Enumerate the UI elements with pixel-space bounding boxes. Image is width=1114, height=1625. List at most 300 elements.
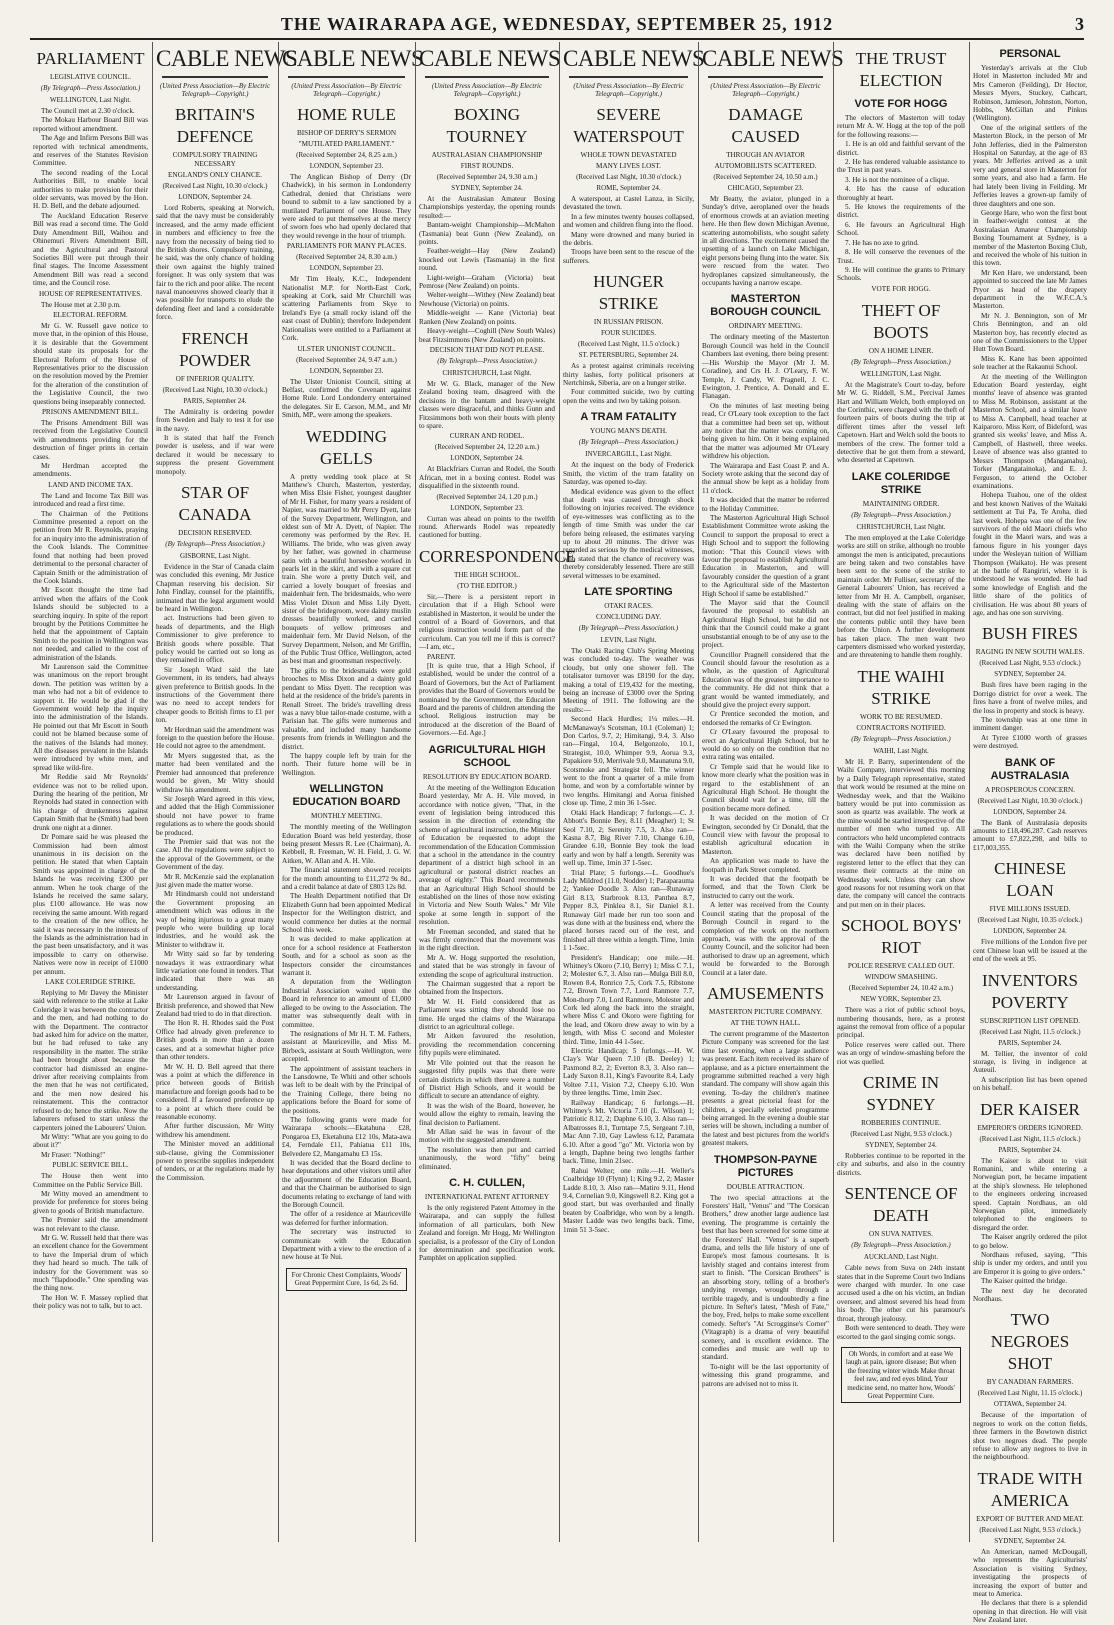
column-rule (969, 42, 970, 1542)
paragraph: Mr Aitken favoured the resolution, providing the recommendation concerning fifty pupils were eliminated. (419, 1032, 555, 1058)
paragraph: A subscription list has been opened on his behalf. (973, 1075, 1087, 1093)
dateline: CHRISTCHURCH, Last Night. (856, 522, 946, 531)
paragraph: Sir,—There is a persistent report in circulation that if a High School were established in Masterton, it would be under the control of a Board of Governors, and that religious instruction would form part of the curriculum. Can you tell me if this is correct?—I am, etc., (419, 592, 555, 652)
column-rule (698, 42, 699, 1542)
dateline: (Received Last Night, 10.30 o'clock.) (576, 173, 681, 181)
dateline: INVERCARGILL, Last Night. (585, 450, 672, 459)
subheading: CURRAN AND RODEL. (449, 432, 525, 441)
paragraph: There was a riot of public school boys, numbering thousands, here, as a protest against the removal from office of a popular principal. (837, 1006, 965, 1040)
paragraph: Mr W. H. Field considered that as Parliament was sitting they should lose no time. He urged the claims of the Wairarapa district to an agricultural college. (419, 997, 555, 1032)
dateline: GISBORNE, Last Night. (180, 551, 250, 560)
paragraph: Mr Hindmarsh could not understand the Government proposing an amendment which was odious in the way of being injurious to a great many people who were building up local industries, and he would ask the Minister to withdraw it. (156, 890, 274, 949)
paragraph: Lord Roberts, speaking at Norwich, said that the navy must be considerably increased, and the army made efficient in numbers and efficiency to free the navy from the necessity of being tied to the British shores. Compulsory training, he said, was the only chance of holding their own against the highly trained foreigner. It was only system that was fair to the rich and poor alike. The recent naval manoeuvres showed clearly that it was possible for transports to elude the defending fleet and land a considerable force. (156, 204, 274, 322)
paragraph: 8. He will conserve the revenues of the Trust. (837, 248, 965, 265)
article-body (419, 195, 555, 344)
paragraph: It was decided that the footpath be formed, and that the Town Clerk be instructed to carry out the work. (702, 875, 829, 900)
subheading: (TO THE EDITOR.) (457, 581, 517, 590)
article-body (156, 563, 274, 1182)
subheading: AT THE TOWN HALL. (730, 1018, 801, 1027)
paragraph: At the inquest on the body of Frederick Smith, the victim of the tram fatality on Saturday, was opened to-day. (563, 461, 694, 487)
paragraph: Light-weight—Graham (Victoria) beat Pemrose (New Zealand) on points. (419, 273, 555, 291)
paragraph: 5. He knows the requirements of the district. (837, 203, 965, 220)
dateline: (Received Last Night, 10.30 o'clock.) (162, 182, 268, 190)
divider (162, 76, 268, 78)
paragraph: The Auckland Education Reserve Bill was read a second time. The Gold Duty Amendment Bill, Waihou and Ohinemuri Rivers Amendment Bill, and the Agricultural and Pastoral Societies Bill were put through their final stages. The Income Assessment Amendment Bill was read a second time, and the Council rose. (33, 211, 148, 288)
paragraph: The Minister moved an additional sub-clause, giving the Commissioner power to prescribe supplies independent of tenders, or at the regulations made by the Commission. (156, 1140, 274, 1182)
dateline: (Received Last Night, 11.15 o'clock.) (977, 1389, 1083, 1398)
column-5 (560, 42, 705, 1544)
article-body (973, 1411, 1087, 1461)
dateline: WAIHI, Last Night. (873, 746, 929, 755)
paragraph: Mr Myers suggested that, as the matter had been ventilated and the Premier had announced that preference would be given, Mr Witty should withdraw his amendment. (156, 751, 274, 794)
article-body (837, 1152, 965, 1177)
paragraph: Yesterday's arrivals at the Club Hotel in Masterton included Mr and Mrs Cameron (Feilding), Dr Hector, Messrs Myers, Stuckey, Cathcart, Robinson, Jamieson, Johnston, Norton, Hobbs, McGillan and Pinkus (Wellington). (973, 64, 1087, 123)
paragraph: Electric Handicap; 5 furlongs.—H. W. Clay's War Queen 7.10 (B. Deeley) 1; Paxmond 8.2, 2; Everton 8.3, 3. Also ran—Lady Saxon 8.11, King's Favourite 8.4, Lady Voltee 7.11, Vision 7.2, Cheepy 6.10. Won by three lengths. Time, 1min 2sec. (563, 1047, 694, 1098)
article-headline: DER KAISER (980, 1099, 1080, 1119)
paragraph: The Council met at 2.30 o'clock. (41, 107, 135, 115)
article-body (33, 1172, 148, 1311)
subheading: RAGING IN NEW SOUTH WALES. (975, 648, 1085, 657)
column-6 (699, 42, 844, 1544)
paragraph: Mr Laurenson said the Committee was unanimous on the report brought down. The petition was written by a man who had not a bit of evidence to support it. He would be glad if the Government would help the inquiry into the administration of the Islands. He pointed out that Mr Escott in South could not be blamed because some of the natives of the Islands had money. All the diseases prevalent in the Islands were introduced by white men, and spread like wild-fire. (33, 662, 148, 772)
subheading: WORK TO BE RESUMED. (860, 712, 942, 721)
column-3 (279, 42, 424, 1544)
article-headline: TWO NEGROES SHOT (990, 1310, 1070, 1374)
paragraph: The Hon W. F. Massey replied that their policy was not to talk, but to act. (33, 1293, 148, 1311)
press-credit: (United Press Association—By Electric Telegraph—Copyright.) (710, 82, 821, 98)
article-body (563, 195, 694, 265)
paragraph: A waterspout, at Castel Lanza, in Sicily, devastated the town. (563, 195, 694, 212)
subheading: MANY LIVES LOST. (596, 162, 661, 170)
paragraph: Mr Reddie said Mr Reynolds' evidence was not to be relied upon. During the hearing of the petition, Mr Reynolds had stated in connection with his charge of drunkenness against Captain Smith that he (Smith) had been drunk one night at a dinner. (33, 773, 148, 832)
paragraph: President's Handicap; one mile.—H. Whitney's Okoro (7.10, Berry) 1; Miss C 7.1, 2; Molester 6.7, 3. Also ran—Mulga Bill 8.0, Rowen 8.4, Ronrico 7.5, Cork 7.5, Ribstone 7.2, Brown Town 7.7, Lord Ranmore 7.7, Mon-thorp 7.0, Lord Ranmore, Molester and Cork led along the back into the straight, where Miss C and Okoro were fighting for the lead, and Okoro drew away to win by a length, with Miss C second and Molester third. Time, 1min 44 1-5sec. (563, 953, 694, 1046)
paragraph: Five millions of the London five per cent Chinese loan will be issued at the end of the week at 95. (973, 938, 1087, 964)
dateline: LONDON, September 23. (309, 162, 384, 170)
dateline: (Received Last Night, 11.5 o'clock.) (979, 1027, 1081, 1036)
article-body (837, 1264, 965, 1341)
subheading: PRISONS AMENDMENT BILL. (41, 408, 140, 416)
dateline: SYDNEY, September 24. (994, 1536, 1066, 1545)
paragraph: Mr Fraser: "Nothing!" (41, 1150, 106, 1159)
article-body (33, 301, 148, 309)
dateline: (Received September 24, 8.25 a.m.) (296, 151, 397, 159)
article-body (282, 378, 411, 420)
paragraph: It was decided that the Board decline to hear deputations and other visitors until after the adjournment of the Education Board, and that the Chairman be authorised to sign documents relating to exchange of land with the Borough Council. (282, 1159, 411, 1210)
dateline: (Received September 24, 9.47 a.m.) (296, 355, 397, 364)
divider (708, 76, 823, 78)
dateline: CHICAGO, September 23. (727, 184, 804, 192)
paragraph: Replying to Mr Davey the Minister said with reference to the strike at Lake Coleridge it was between the contractor and the men, and had nothing to do with the Department. The contractor had asked him for advice on the matter, but he had refused to take any responsibility in the matter. The strike had been brought about because the contractor had dismissed an engine-driver after receiving complaints from the men that he was not certificated, and the men now desired his reinstatement. This the contractor refused to do; hence the strike. Now the labourers refused to start unless the carpenters joined the Labourers' Union. (33, 989, 148, 1132)
paragraph: The two special attractions at the Foresters' Hall, "Venus" and "The Corsican Brothers," drew another large audience last evening. The programme is certainly the best that has been screened for some time at the Foresters' Hall. "Venus" is a superb drama, and tells the life history of one of Europe's most famous courtesans. It is lavishly staged and contains interest from start to finish. "The Corsican Brothers" is an absorbing story, telling of a brother's undying revenge, wrought through a terrible tragedy, and is undoubtedly a fine picture. In Sefter's latest, "Mesh of Fate," the boy, Fred, helps to make some excellent comedy. Sefter's "At Scrogginse's Corner" (Vitagraph) is a drama of very beautiful scenery, and is excellent evidence. The comedies and music are well up to standard. (702, 1193, 829, 1362)
dateline: PARIS, September 24. (998, 1038, 1062, 1047)
article-headline: THE TRUST ELECTION (855, 49, 947, 90)
article-body (33, 419, 148, 479)
subheading: MONTHLY MEETING. (311, 812, 382, 821)
article-body (33, 989, 148, 1159)
paragraph: PARENT. (427, 652, 456, 661)
paragraph: Mr Witty said so far by tendering nowadays it was extraordinary what little variation one found in tenders. That indicated that there was an understanding. (156, 950, 274, 992)
subheading: OTAKI RACES. (604, 601, 653, 610)
masthead-rule (30, 38, 1084, 40)
dateline: WELLINGTON, Last Night. (49, 96, 132, 104)
column-rule (559, 42, 560, 1542)
paragraph: Second Hack Hurdles; 1¼ miles.—H. McManaway's Scotsman, 10.1 (Coleman) 1; Don Carlos, 9.7, 2; Himitangi, 9.4, 3. Also ran—Fingal, 10.4, Belgonzolo, 10.1, Strategist, 10.0, Whimper 9.9, Aorua 9.3, Papakiore 9.0, Merrivale 9.0, Maunatuna 9.0, Scotsmoke and Strategist fell. The winner went to the front a quarter of a mile from home, and won by a comfortable winner by two lengths. Himitangi and Aorua finished close up. Time, 2 min 36 1-5sec. (563, 715, 694, 808)
subheading: INTERNATIONAL PATENT ATTORNEY (424, 1192, 550, 1201)
subheading: "MUTILATED PARLIAMENT." (298, 140, 395, 148)
subheading: ULSTER UNIONIST COUNCIL. (297, 344, 396, 353)
paragraph: Mr Herdman accepted the amendments. (33, 462, 148, 479)
press-credit: (By Telegraph—Press Association.) (851, 1241, 951, 1250)
paragraph: The happy couple left by train for the north. Their future home will be in Wellington. (282, 751, 411, 777)
article-body (563, 461, 694, 580)
paragraph: The Premier said the amendment was not relevant to the clause. (33, 1216, 148, 1233)
paragraph: The gifts to the bridesmaids were gold brooches to Miss Dixon and a dainty gold pendant to Miss Dyett. The reception was held at the residence of the bride's parents in Renall Street. The bride's travelling dress was a navy blue tailor-made costume, with a Parisian hat. The gifts were numerous and valuable, and included many handsome presents from friends in Wellington and the district. (282, 666, 411, 751)
article-headline: WEDDING GELLS (305, 426, 388, 468)
paragraph: Miss K. Kane has been appointed sole teacher at the Rakaunui School. (973, 354, 1087, 372)
subheading: EMPEROR'S ORDERS IGNORED. (977, 1123, 1083, 1132)
article-headline: MASTERTON BOROUGH COUNCIL (710, 293, 821, 319)
paragraph: The appointment of assistant teachers in the Lansdowne, Te Whiti and other schools was left to be dealt with by the Principal of the Training College, there being no applications before the Board for some of the positions. (282, 1064, 411, 1115)
paragraph: Mr W. G. Black, manager of the New Zealand boxing team, disagreed with the decisions in the bantam and heavy-weight classes were disgraceful, and thinks Gunn and Fitzsimmons both won their bouts with plenty to spare. (419, 379, 555, 430)
paragraph: Nordhaus refused, saying, "This ship is under my orders, and until you are Emperor it is going to give orders." (973, 1251, 1087, 1276)
paragraph: 3. He is not the nominee of a clique. (845, 175, 950, 184)
paragraph: Cr Temple said that he would like to know more clearly what the position was in regard to the establishment of an Agricultural High School. He thought the Council should wait for a time, till the position became more defined. (702, 762, 829, 813)
paragraph: Sir Joseph Ward agreed in this view, and added that the High Commissioner should not have power to frame regulations as to where the goods should be produced. (156, 794, 274, 837)
column-7 (834, 42, 968, 1544)
article-headline: AGRICULTURAL HIGH SCHOOL (428, 743, 546, 769)
dateline: (Received Last Night, 10.35 o'clock.) (977, 916, 1083, 925)
article-body (563, 647, 694, 1234)
paragraph: Many were drowned and many buried in the debris. (563, 230, 694, 248)
dateline: LONDON, September 24. (993, 807, 1067, 816)
paragraph: The Bank of Australasia deposits amounts to £18,496,287. Cash reserves amount to £7,822,298, and bills to £17,003,355. (973, 818, 1087, 852)
article-body (282, 275, 411, 342)
paragraph: At the Magistrate's Court to-day, before Mr W. G. Riddell, S.M., Percival James Hart and William Welch, both employed on the Corinthic, were charged with the theft of fourteen pairs of boots during the trip at different times after the vessel left Capetown. Hart and Welch sold the boots to members of the crew. The former told a detective that he got them from a steward, who deserted at Capetown. (837, 380, 965, 465)
article-headline: C. H. CULLEN, (449, 1176, 525, 1189)
paragraph: Mr A. W. Hogg supported the resolution, and stated that he was strongly in favour of extending the scope of agricultural instruction. (419, 953, 555, 979)
paragraph: Police reserves were called out. There was an orgy of window-smashing before the riot was quelled. (837, 1040, 965, 1066)
subheading: WINDOW SMASHING. (864, 973, 938, 982)
press-credit: (By Telegraph—Press Association.) (165, 539, 265, 548)
article-body (156, 204, 274, 322)
paragraph: It was the wish of the Board, however, he would allow the eighty to remain, leaving the final decision to Parliament. (419, 1101, 555, 1127)
article-body (563, 362, 694, 405)
paragraph: George Hare, who won the first bout in feather-weight contest at the Australasian Amateur Championship Boxing Tournament at Sydney, is a member of the Masterton Boxing Club, and received the whole of his tuition in this town. (973, 208, 1087, 268)
article-body (973, 64, 1087, 617)
paragraph: Mr H. P. Barry, superintendent of the Waihi Company, interviewed this morning by a Daily Telegraph representative, stated that work would be resumed at the mine on Wednesday week, and that the Waikino battery would be put into commission as soon as quartz was available. The work at the mine would be started irrespective of the number of men who turned up. All contractors who held uncompleted contracts with the Waihi Company when the strike was declared have been notified by registered letter to the effect that they can resume their contracts at the mine on Wednesday week. Unless they can show good reasons for not resuming work on that date, the company will cancel the contracts and put men on in their places. (837, 757, 965, 909)
article-body (973, 681, 1087, 750)
press-credit: (By Telegraph—Press Association.) (437, 356, 537, 365)
paragraph: Bush fires have been raging in the Dorrigo district for over a week. The fires have a front of twelve miles, and the loss in property and stock is heavy. (973, 681, 1087, 715)
paragraph: Mr G. W. Russell held that there was an excellent chance for the Government to have the Imperial drum of which they had heard so much. The talk of industry for the Government was so much "flapdoodle." One spending was the thing now. (33, 1233, 148, 1293)
paragraph: A deputation from the Wellington Industrial Association waited upon the Board in reference to an amount of £1,000 alleged to be owing to the Association. The matter was subsequently dealt with in committee. (282, 978, 411, 1029)
paragraph: Councillor Pragnell considered that the Council should favour the resolution as a whole, as the question of Agricultural Education was of the greatest importance to the community. He did not think that a grant would be wanted immediately, and should give the project every support. (702, 650, 829, 709)
subheading: MAINTAINING ORDER. (862, 499, 940, 508)
paragraph: Mr N. J. Bennington, son of Mr Chris Bennington, and an old Masterton boy, has recently elected as one of the Commissioners to the Upper Hutt Town Board. (973, 311, 1087, 354)
paragraph: Mr Ken Hare, we understand, been appointed to succeed the late Mr James Pryor as head of the drapery department in the W.F.C.A.'s Masterton. (973, 268, 1087, 311)
paragraph: The Anglican Bishop of Derry (Dr Chadwick), in his sermon in Londonderry Cathedral, denied that Christians were bound to submit to a law sanctioned by a mutilated Parliament of one House. They were asked to put themselves at the mercy of sworn foes who had openly declared that they would revenge in the hour of triumph. (282, 173, 411, 240)
article-body (973, 938, 1087, 963)
subheading: OF INFERIOR QUALITY. (175, 374, 255, 383)
subheading: LEGISLATIVE COUNCIL. (49, 73, 132, 81)
paragraph: The Otaki Racing Club's Spring Meeting was concluded to-day. The weather was cloudy, but only one shower fell. The totalisator turnover was £8190 for the day, making a total of £19,432 for the meeting, being an increase of £3000 over the Spring Meeting of 1911. The following are the results:— (563, 646, 694, 714)
article-headline: AMUSEMENTS (706, 983, 825, 1003)
paragraph: 4. He has the cause of education thoroughly at heart. (837, 185, 965, 202)
article-body (33, 107, 148, 288)
article-headline: THEFT OF BOOTS (861, 300, 941, 342)
paragraph: Mr Laurenson argued in favour of British preference, and showed that New Zealand had tried to do in that direction. (156, 993, 274, 1019)
subheading: ENGLAND'S ONLY CHANCE. (168, 171, 262, 179)
paragraph: At the meeting of the Wellington Education Board yesterday, Mr A. H. Vile moved, in accordance with notice given, "That, in the event of legislation being introduced this session in the direction of extending the scheme of agricultural instruction, the Minister of Education be requested to adopt the recommendation of the Education Commission that a school in the attendance in the country department of a district high school in an agricultural or pastoral district reaches an average of eighty." This Board recommends that an Agricultural High School should be established on the lines of those now existing in Victoria and New South Wales." Mr Vile spoke at some length in support of the resolution. (419, 783, 555, 927)
paragraph: He declares that there is a splendid opening in that direction. He will visit New Zealand later. (973, 1599, 1087, 1625)
paragraph: Mr G. W. Russell gave notice to move that, in the opinion of this House, it is desirable that the Government should state its proposals for the Electoral Reform of the House of Representatives prior to the discussion on the resolution moved by the Premier for the alteration of the constitution of the Legislative Council, the two questions being inseparably connected. (33, 321, 148, 406)
paragraph: The men employed at the Lake Coleridge works are still on strike, although no trouble amongst the men is anticipated, precautions are being taken and two constables have been sent to the scene of the strike to maintain order. Mr Fulliser, secretary of the General Labourers' Union, has received a letter from Mr H. A. Campbell, organiser, dealing with the state of affairs on the contract, but did not feel justified in making the contents public until they have been before the Union. A further development has taken place. The men want two carpenters dismissed who worked yesterday, and are threatening to handle them roughly. (837, 533, 965, 660)
page-number: 3 (1075, 14, 1084, 34)
article-body (156, 408, 274, 476)
article-body (419, 465, 555, 490)
dateline: (Received September 24, 8.30 a.m.) (296, 253, 397, 262)
press-credit: (By Telegraph—Press Association.) (851, 357, 951, 366)
article-body (837, 534, 965, 660)
paragraph: Trial Plate; 5 furlongs.—L. Goodhue's Lady Mildred (11.0, Nodder) 1; Paraparauma 2; Yankee Doodle 3. Also ran—Runaway Girl 8.13, Starbrook 8.13, Panthea 8.7, Pepper 8.3, Pinklea 8.1, Sir Daniel 8.1. Runaway Girl made her run too soon and was done with at the business end, where the placed horses raced out of the rest, and finished all three within a length. Time, 1min 1 1-5sec. (563, 868, 694, 953)
paragraph: Middle-weight — Kane (Victoria) beat Ranken (New Zealand) on points. (419, 309, 555, 326)
dateline: SYDNEY, September 24. (865, 1141, 937, 1150)
paragraph: Robberies continue to be reported in the city and suburbs, and also in the country districts. (837, 1152, 965, 1177)
column-4 (416, 42, 576, 1544)
subheading: AUTOMOBILISTS SCATTERED. (714, 162, 817, 170)
subheading: PARLIAMENTS FOR MANY PLACES. (286, 242, 407, 251)
column-2 (153, 42, 298, 1544)
masthead-title: THE WAIRARAPA AGE, WEDNESDAY, SEPTEMBER 25, 1912 (280, 14, 834, 34)
paragraph: One of the original settlers of the Masterton Block, in the person of Mr John Jefferies, died in the Palmerston Hospital on Saturday, at the age of 83 years. Mr Jefferies arrived as a unit very and general store in Masterton for some years, and also had a farm. He had lately been living in Feilding. Mr Jefferies leaves a grown-up family of three daughters and one son. (973, 123, 1087, 208)
paragraph: Cr O'Leary favoured the proposal to erect an Agricultural High School, but he would do so only on the condition that no extra rating was entailed. (702, 728, 829, 762)
dateline: SYDNEY, September 24. (451, 184, 523, 192)
paragraph: The Health Department notified that Dr Elizabeth Gunn had been appointed Medical Inspector for the Wellington district, and would commence her duties at the normal School this week. (282, 892, 411, 935)
dateline: LEVIN, Last Night. (600, 635, 657, 644)
article-body (837, 381, 965, 465)
subheading: BY CANADIAN FARMERS. (986, 1378, 1074, 1387)
paragraph: The Kaiser quitted the bridge. (981, 1277, 1068, 1286)
paragraph: The Wairarapa and East Coast P. and A. Society wrote asking that the second day of the annual show be kept as a holiday from 11 o'clock. (702, 461, 829, 495)
paragraph: Mr Tim Healy, K.C., Independent Nationalist M.P. for North-East Cork, speaking at Cork, said Mr Churchill was scattering Parliaments from Skye to Ireland's Eye (a small rocky island off the east coast of Dublin); therefore Independent Nationalists were entitled to a Parliament at Cork. (282, 275, 411, 343)
dateline: ST. PETERSBURG, September 24. (578, 351, 679, 360)
article-body (973, 1548, 1087, 1625)
paragraph: The monthly meeting of the Wellington Education Board was held yesterday, those being present Messrs R. Lee (Chairman), A. Kebbell, R. Freeman, W. H. Field, J. G. W. Aitken, W. Allan and A. H. Vile. (282, 823, 411, 865)
dateline: AUCKLAND, Last Night. (863, 1253, 939, 1262)
article-body (973, 1050, 1087, 1093)
subheading: FIRST ROUNDS. (460, 162, 514, 170)
dateline: (Received Last Night, 10.30 o'clock.) (162, 385, 268, 394)
paragraph: act. Instructions had been given to heads of departments, and the High Commissioner to give preference to British goods where possible. That policy would be carried out so long as they remained in office. (156, 614, 274, 665)
article-body (702, 333, 829, 976)
paragraph: Mr Witty: "What are you going to do about it?" (33, 1132, 148, 1150)
subheading: LAKE COLERIDGE STRIKE. (45, 978, 136, 986)
subheading: THROUGH AN AVIATOR (726, 151, 805, 159)
article-body (702, 1030, 829, 1148)
paragraph: The Masterton Agricultural High School Establishment Committee wrote asking the Council to support the proposal to erect a High School and to support the following motion: "That this Council views with favour the proposal to establish Agricultural Education in Masterton, and will favourably consider the question of a grant to the Agricultural side of the Masterton High School if same be established." (702, 514, 829, 598)
article-body (837, 114, 965, 283)
paragraph: Mr Witty moved an amendment to provide for preference for stores being given to goods of British manufacture. (33, 1189, 148, 1215)
dateline: LONDON, September 23. (309, 366, 384, 375)
paragraph: The Mokau Harbour Board Bill was reported without amendment. (33, 116, 148, 133)
press-credit: (By Telegraph—Press Association.) (851, 510, 951, 519)
paragraph: Mr Beatty, the aviator, plunged in a Sunday's drive, aeroplaned over the heads of enormous crowds at an aviation meeting here. He then flew down Michigan Avenue, scattering automobilists, who sought safety in all directions. The excitement caused the upsetting of a launch on Lake Michigan, eight persons being flung into the water. Six were rescued from the water. Two hydroplanes capsized simultaneously, the occupants having a narrow escape. (702, 195, 829, 288)
subheading: ROBBERIES CONTINUE. (861, 1119, 941, 1128)
cable-news-banner: CABLE NEWS (419, 46, 561, 71)
subheading: THE HIGH SCHOOL. (453, 570, 521, 579)
paragraph: After further discussion, Mr Witty withdrew his amendment. (156, 1122, 274, 1139)
subheading: FOUR SUICIDES. (600, 329, 657, 338)
press-credit: (By Telegraph—Press Association.) (40, 84, 141, 92)
article-headline: BOXING TOURNEY (446, 105, 528, 146)
subheading: BISHOP OF DERRY'S SERMON (296, 129, 397, 137)
dateline: (Received September 24, 1.20 p.m.) (436, 492, 538, 501)
paragraph: Sir Joseph Ward said the late Government, in its tenders, had always given preference to British goods. In the instructions of the Government there was no need to accept tenders for cheaper goods to British firms to £1 per ton. (156, 665, 274, 725)
subheading: CONTRACTORS NOTIFIED. (856, 723, 946, 732)
paragraph: Cr Prentice seconded the motion, and endorsed the remarks of Cr Ewington. (702, 710, 829, 727)
subheading: HOUSE OF REPRESENTATIVES. (38, 289, 143, 298)
article-body (33, 492, 148, 976)
article-headline: VOTE FOR HOGG (854, 98, 948, 110)
column-rule (833, 42, 834, 1542)
paragraph: 7. He has no axe to grind. (845, 238, 919, 247)
paragraph: M. Tellier, the inventor of cold storage, is living in indigence at Auteuil. (973, 1049, 1087, 1075)
paragraph: A letter was received from the County Council stating that the proposal of the Borough Council in regard to the completion of the work on the northern approach, was with the approval of the County Council, and the solicitor had been authorised to draw up an agreement, which would be forwarded to the Borough Council at a later date. (702, 901, 829, 977)
article-headline: SEVERE WATERSPOUT (573, 105, 684, 146)
paragraph: Troops have been sent to the rescue of the sufferers. (563, 248, 694, 265)
article-headline: HUNGER STRIKE (593, 272, 664, 314)
paragraph: Curran was ahead on points to the twelfth round. Afterwards Rodel was repeatedly cautioned for butting. (419, 514, 555, 540)
dateline: LONDON, September 24. (450, 454, 524, 463)
press-credit: (United Press Association—By Electric Telegraph—Copyright.) (159, 82, 271, 98)
paragraph: The following grants were made for Wairarapa schools:—Ekatahuna £28, Pongaroa £3, Eketahuna £12 10s, Mata-awa £4, Ferndale £11, Pahiatua £11 10s, Belvedere £2, Mangamahu £3 15s. (282, 1115, 411, 1158)
column-rule (415, 42, 416, 1542)
paragraph: Mr Escott thought the time had arrived when the affairs of the Cook Islands should be subjected to a searching inquiry. In spite of the report brought by the Petitions Committee he held that the appointment of Captain Smith to the position in Wellington was not needed, and called to the cost of administration of the Islands. (33, 586, 148, 662)
divider (288, 76, 405, 78)
advertisement: Oh Words, in comfort and at ease We laugh at pain, ignore disease; But when the freezing winter winds Make throat feel raw, and red eyes blind, Your medicine send, no matter how, Woods' Great Peppermint Cure. (841, 1347, 961, 1403)
article-headline: A TRAM FATALITY (580, 411, 677, 424)
article-body (973, 1157, 1087, 1304)
paragraph: Otaki Hack Handicap; 7 furlongs.—C. J. Abbott's Bonnie Bey, 8.11 (Meagher) 1; St Seol 7.10, 2; Serenity 7.5, 3. Also ran—Kasna 8.7, Big River 7.10, Change 6.10, Grandee 6.10, Bonnie Bey took the lead early and won by half a length. Serenity was well up. Time, 1min 37 1-5sec. (563, 808, 694, 868)
paragraph: Medical evidence was given to the effect that death was caused through shock following on injuries received. The evidence of eye-witnesses was conflicting as to the length of time Smith was under the car before being released, the estimates varying up to about 20 minutes. The driver was regarded as serious by the medical witnesses, who stated that the chance of recovery was thereby considerably lessened. There are still several witnesses to be examined. (563, 487, 694, 580)
paragraph: Hohepa Tuahou, one of the oldest and best known Natives of the Waitaki settlement at Tui Pa, Te Aroha, died last week. Hohepa was one of the few survivors of the old Maori chiefs who fought in the Maori wars, and was a famous figure in his younger days under the Wesleyan tuition of William Thompson (Waikato). He was present at the battle of Rangiriri, where it is understood he was wounded. He had some knowledge of English and the little share of the politics of civilisation. He was about 80 years of age, and has one son surviving. (973, 491, 1087, 617)
paragraph: At the meeting of the Wellington Education Board yesterday, eight months' leave of absence was granted to Miss M. Robinson, assistant at the Masterton School, and a similar leave to Miss A. Campbell, head teacher at Kaiparoro. Miss Kerr, of Bideford, was granted six weeks' leave, and Miss A. Campbell, of Hastwell, three weeks. Leave of absence was also granted to Messrs Thompson (Mangamahu), Torker (Mangatainoka), and E. J. Ferguson, to attend the October examinations. (973, 372, 1087, 490)
paragraph: At Blackfriars Curran and Rodel, the South African, met in a boxing contest. Rodel was disqualified in the sixteenth round. (419, 465, 555, 491)
paragraph: Mr Herdman said the amendment was foreign to the question before the House. He could not agree to the amendment. (156, 725, 274, 751)
paragraph: Heavy-weight—Coghill (New South Wales) beat Fitzsimmons (New Zealand) on points. (419, 327, 555, 344)
paragraph: The Prisons Amendment Bill was received from the Legislative Council with amendments providing for the destruction of finger prints in certain cases. (33, 419, 148, 461)
article-headline: SCHOOL BOYS' RIOT (840, 916, 962, 958)
paragraph: The second reading of the Local Authorities Bill, to enable local authorities to make provision for their older servants, was moved by the Hon. H. D. Bell, and the debate adjourned. (33, 168, 148, 211)
dateline: LONDON, September 24. (178, 193, 252, 201)
subheading: EXPORT OF BUTTER AND MEAT. (976, 1514, 1084, 1523)
paragraph: The resignations of Mr H. T. M. Fathers, assistant at Mauriceville, and Miss M. Birbeck, assistant at South Wellington, were accepted. (282, 1029, 411, 1064)
subheading: A PROSPEROUS CONCERN. (984, 785, 1076, 794)
paragraph: It was decided that the matter be referred to the Holiday Committee. (702, 496, 829, 513)
article-headline: SENTENCE OF DEATH (844, 1184, 958, 1226)
subheading: WHOLE TOWN DEVASTATED (580, 151, 677, 159)
subheading: POLICE RESERVE CALLED OUT. (847, 962, 955, 971)
paragraph: The offer of a residence at Mauriceville was deferred for further information. (282, 1210, 411, 1227)
article-headline: BRITAIN'S DEFENCE (174, 105, 256, 146)
dateline: (Received Last Night, 9.53 o'clock.) (979, 659, 1081, 668)
subheading: AUSTRALASIAN CHAMPIONSHIP (431, 151, 543, 159)
article-headline: HOME RULE (297, 105, 396, 124)
article-headline: CHINESE LOAN (994, 859, 1066, 901)
article-headline: DAMAGE CAUSED (728, 105, 803, 146)
paragraph: It was decided on the motion of Cr Ewington, seconded by Cr Donald, that the Council view with favour the proposal to establish agricultural education in Masterton. (702, 814, 829, 856)
dateline: NEW YORK, September 23. (860, 995, 942, 1004)
paragraph: Welter-weight—Withey (New Zealand) beat Newhouse (Victoria) on points. (419, 291, 555, 308)
paragraph: The resolution was then put and carried unanimously, the word "fifty" being eliminated. (419, 1145, 555, 1171)
advertisement: For Chronic Chest Complaints, Woods' Great Peppermint Cure, 1s 6d, 2s 6d. (286, 1268, 407, 1291)
paragraph: The Ulster Unionist Council, sitting at Belfast, confirmed the Covenant against Home Rule. Lord Londonderry entertained the delegates. Sir E. Carson, M.M., and Mr Smith, MP., were among the speakers. (282, 377, 411, 420)
dateline: WELLINGTON, Last Night. (860, 369, 942, 378)
subheading: IN RUSSIAN PRISON. (593, 318, 664, 327)
paragraph: Mr Freeman seconded, and stated that he was firmly convinced that the movement was in the right direction. (419, 927, 555, 953)
subheading: ON A HOME LINER. (868, 346, 934, 355)
article-headline: STAR OF CANADA (178, 482, 252, 524)
article-body (419, 515, 555, 540)
article-body (837, 758, 965, 909)
press-credit: (By Telegraph—Press Association.) (851, 734, 951, 743)
paragraph: As a protest against criminals receiving thirty lashes, forty political prisoners at Nertchinsk, Siberia, are on a hunger strike. (563, 362, 694, 388)
paragraph: At Tyree £1000 worth of grasses were destroyed. (973, 733, 1087, 751)
subheading: DECISION THAT DID NOT PLEASE. (429, 345, 545, 354)
subheading: DECISION RESERVED. (178, 528, 252, 537)
paragraph: The House then went into Committee on the Public Service Bill. (33, 1172, 148, 1189)
paragraph: To-night will be the last opportunity of witnessing this grand programme, and patrons are advised not to miss it. (702, 1362, 829, 1388)
article-headline: LAKE COLERIDGE STRIKE (851, 470, 951, 496)
paragraph: The Chairman of the Petitions Committee presented a report on the petition from Mr R. Reynolds, praying for an inquiry into the administration of the Cook Islands. The Committee found that nothing had been proved detrimental to the personal character of Captain Smith or the administration of the Cook Islands. (33, 509, 148, 585)
paragraph: [It is quite true, that a High School, if established, would be under the control of a Board of Governors, but the Act of Parliament provides that the Board of Governors would be nominated by the Government, the Education Board and the parents of children attending the school. Religious instruction may be introduced at the discretion of the Board of Governors.—Ed. Age.] (419, 662, 555, 738)
divider (425, 76, 549, 78)
dateline: ROME, September 24. (596, 184, 661, 192)
paragraph: Railway Handicap; 6 furlongs.—H. Whitney's Mt. Victoria 7.10 (L. Wilson) 1; Patriotic 8.12, 2; Daphne 6.10, 3. Also ran—Albatrosses 8.1, Turntape 7.5, Sergeant 7.10, Mac Ann 7.10, Gay Lawless 6.12, Paramata 6.10. After a good "go" Mt. Victoria won by a length, Daphne being two lengths farther back. Time, 1min 21sec. (563, 1098, 694, 1166)
article-body (282, 823, 411, 1262)
paragraph: The Chairman suggested that a report be obtained from the Inspectors. (419, 980, 555, 997)
paragraph: The Kaiser is about to visit Romanini, and while entering a Norwegian port, he became impatient at the ship's slowness. He telephoned to the engineers ordering increased speed. Captain Nordhaus, an old Norwegian pilot, immediately telephoned to the engineers to disregard the order. (973, 1156, 1087, 1232)
subheading: MASTERTON PICTURE COMPANY. (708, 1007, 823, 1016)
paragraph: Is the only registered Patent Attorney in the Wairarapa, and can supply the fullest information of all particulars, both New Zealand and foreign. Mr Hogg, Mr Wellington specialist, is a professor of the City of London for determination and specification work. Pamphlet on application supplied. (419, 1203, 555, 1263)
article-headline: THE WAIHI STRIKE (857, 666, 945, 708)
paragraph: The ordinary meeting of the Masterton Borough Council was held in the Council Chambers last evening, there being present:—His Worship the Mayor (Mr J. M. Coradine), and Crs H. J. O'Leary, F. W. Temple, J. Candy, W. Pragnell, J. C. Ewington, J. Prentice, A. Donald and E. Flanagan. (702, 333, 829, 401)
paragraph: The Admiralty is ordering powder from Sweden and Italy to test it for use in the navy. (156, 407, 274, 433)
subheading: RESOLUTION BY EDUCATION BOARD. (422, 772, 552, 781)
subheading: CONCLUDING DAY. (595, 612, 662, 621)
paragraph: Feather-weight—Hay (New Zealand) knocked out Lewis (Tasmania) in the first round. (419, 247, 555, 273)
dateline: (Received Last Night, 9.53 o'clock.) (850, 1130, 952, 1139)
article-headline: TRADE WITH AMERICA (977, 1468, 1083, 1510)
cable-news-banner: CABLE NEWS (156, 46, 298, 71)
paragraph: At the Australasian Amateur Boxing Championships yesterday, the opening rounds resulted:— (419, 195, 555, 220)
cable-news-banner: CABLE NEWS (282, 46, 424, 71)
paragraph: The Premier said that was not the case. All the regulations were subject to the approval of the Government, or the Government of the day. (156, 837, 274, 872)
subheading: LAND AND INCOME TAX. (48, 480, 133, 489)
subheading: COMPULSORY TRAINING NECESSARY (172, 151, 258, 168)
article-headline: LATE SPORTING (584, 585, 673, 598)
article-body (282, 473, 411, 778)
dateline: (Received Last Night, 11.5 o'clock.) (979, 1134, 1081, 1143)
column-rule (278, 42, 279, 1542)
paragraph: An American, named McDougall, who represents the Agriculturists' Association is visiting Sydney, investigating the prospects of increasing the export of butter and meat to America. (973, 1547, 1087, 1598)
paragraph: The Kaiser angrily ordered the pilot to go below. (973, 1233, 1087, 1250)
press-credit: (United Press Association—By Electric Telegraph—Copyright.) (431, 82, 543, 98)
article-headline: PARLIAMENT (36, 49, 145, 68)
article-body (837, 1006, 965, 1066)
paragraph: Because of the importation of negroes to work on the cotton fields, three farmers in the Bowtown district shot two negroes dead. The people refuse to allow any negroes to live in the neighbourhood. (973, 1411, 1087, 1462)
dateline: LONDON, September 24. (993, 927, 1067, 936)
